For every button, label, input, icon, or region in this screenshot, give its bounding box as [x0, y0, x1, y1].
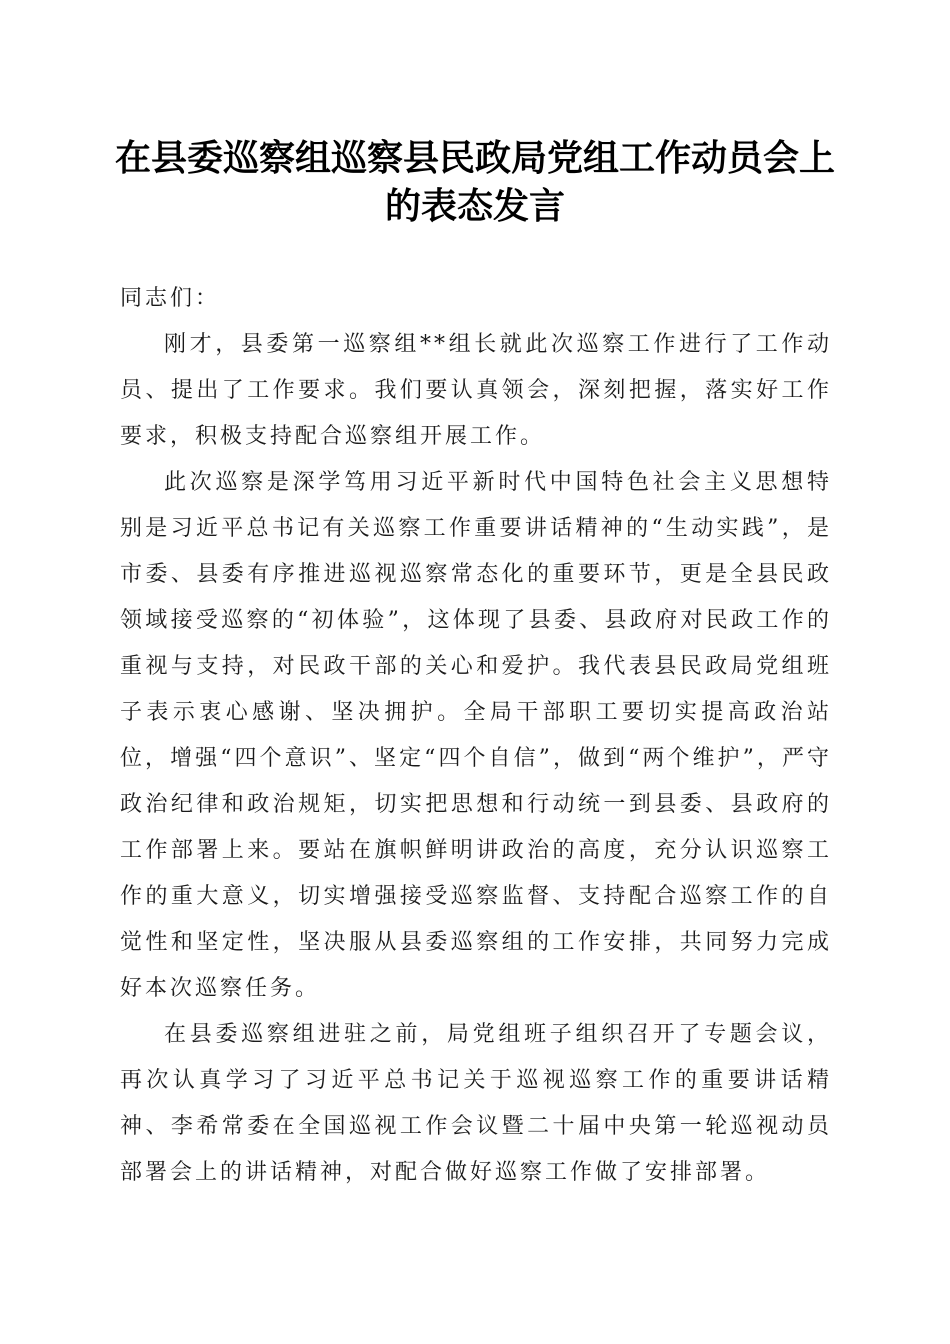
document-body — [120, 276, 832, 1196]
title-line-1: 在县委巡察组巡察县民政局党组工作动员会上 — [114, 137, 835, 179]
paragraph-1: 刚才，县委第一巡察组**组长就此次巡察工作进行了工作动员、提出了工作要求。我们要认真领会，深刻把握，落实好工作要求，积极支持配合巡察组开展工作。 — [120, 332, 832, 449]
paragraph-2: 此次巡察是深学笃用习近平新时代中国特色社会主义思想特别是习近平总书记有关巡察工作重要讲话精神的“生动实践”，是市委、县委有序推进巡视巡察常态化的重要环节，更是全县民政领域接受巡察的“初体验”，这体现了县委、县政府对民政工作的重视与支持，对民政干部的关心和爱护。我代表县民政局党组班子表示衷心感谢、坚决拥护。全局干部职工要切实提高政治站位，增强“四个意识”、坚定“四个自信”，做到“两个维护”，严守政治纪律和政治规矩，切实把思想和行动统一到县委、县政府的工作部署上来。要站在旗帜鲜明讲政治的高度，充分认识巡察工作的重大意义，切实增强接受巡察监督、支持配合巡察工作的自觉性和坚定性，坚决服从县委巡察组的工作安排，共同努力完成好本次巡察任务。 — [120, 470, 832, 1001]
document-title — [100, 134, 850, 230]
paragraph-3: 在县委巡察组进驻之前，局党组班子组织召开了专题会议，再次认真学习了习近平总书记关于巡视巡察工作的重要讲话精神、李希常委在全国巡视工作会议暨二十届中央第一轮巡视动员部署会上的讲话精神，对配合做好巡察工作做了安排部署。 — [120, 1022, 832, 1185]
salutation: 同志们： — [120, 286, 221, 311]
title-line-2: 的表态发言 — [384, 185, 565, 227]
